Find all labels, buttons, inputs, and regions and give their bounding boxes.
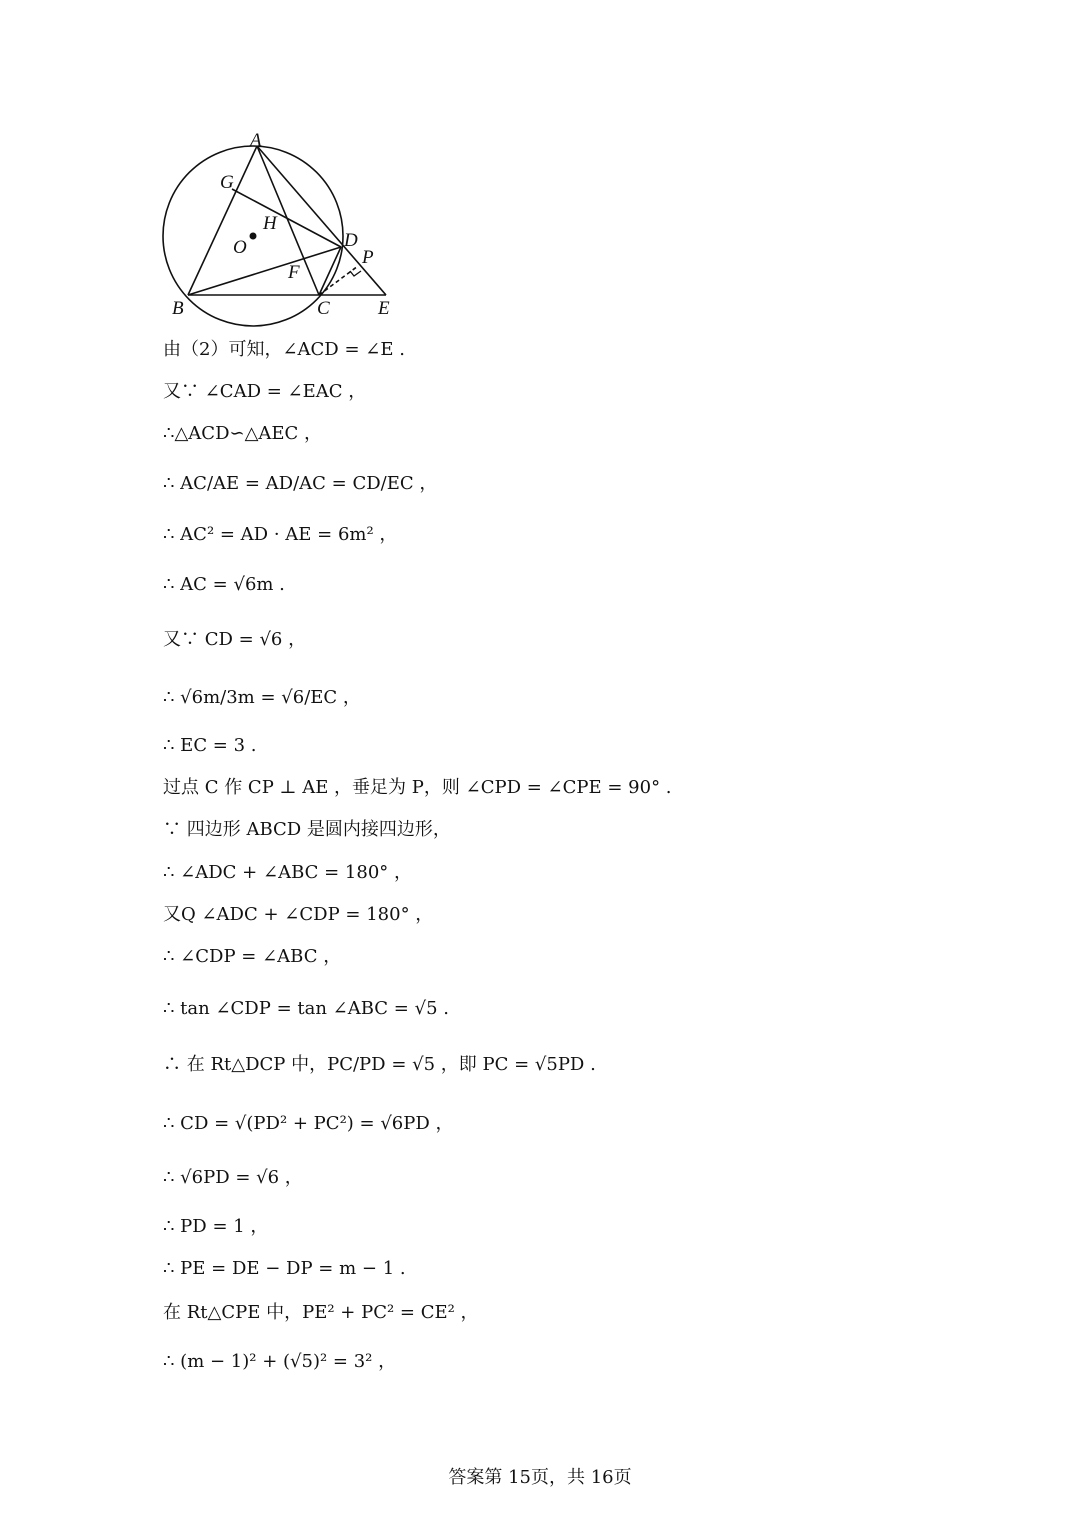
step-17: ∴ CD = √(PD² + PC²) = √6PD ， <box>163 1113 454 1134</box>
label-a: A <box>250 130 262 151</box>
step-4: ∴ AC/AE = AD/AC = CD/EC ， <box>163 473 438 494</box>
label-g: G <box>220 172 234 193</box>
right-angle-mark <box>350 271 361 276</box>
step-19: ∴ PD = 1 ， <box>163 1216 269 1237</box>
step-15: ∴ tan ∠CDP = tan ∠ABC = √5 . <box>163 998 449 1019</box>
step-12: ∴ ∠ADC + ∠ABC = 180° ， <box>163 862 413 883</box>
label-p: P <box>362 247 374 268</box>
step-10: 过点 C 作 CP ⊥ AE ，垂足为 P，则 ∠CPD = ∠CPE = 90° . <box>163 777 672 798</box>
step-11: ∵ 四边形 ABCD 是圆内接四边形， <box>163 819 451 840</box>
step-3: ∴△ACD∽△AEC ， <box>163 423 323 444</box>
step-2: 又∵ ∠CAD = ∠EAC ， <box>163 381 367 402</box>
circle-diagram <box>160 128 400 333</box>
label-d: D <box>344 230 358 251</box>
segment-bd <box>188 247 341 295</box>
step-9: ∴ EC = 3 . <box>163 735 257 756</box>
segment-ab <box>188 146 257 295</box>
step-5: ∴ AC² = AD · AE = 6m² ， <box>163 524 398 545</box>
label-f: F <box>288 262 300 283</box>
step-6: ∴ AC = √6m . <box>163 574 285 595</box>
step-16: ∴ 在 Rt△DCP 中，PC/PD = √5 ，即 PC = √5PD . <box>163 1054 596 1075</box>
segment-gd <box>232 189 341 247</box>
step-1: 由（2）可知，∠ACD = ∠E . <box>163 339 405 360</box>
page-footer: 答案第 15页，共 16页 <box>448 1467 632 1488</box>
step-21: 在 Rt△CPE 中，PE² + PC² = CE² ， <box>163 1302 479 1323</box>
center-point <box>250 233 257 240</box>
step-20: ∴ PE = DE − DP = m − 1 . <box>163 1258 406 1279</box>
label-h: H <box>263 213 277 234</box>
step-7: 又∵ CD = √6 ， <box>163 629 307 650</box>
label-b: B <box>172 298 184 319</box>
label-o: O <box>233 237 247 258</box>
step-13: 又Q ∠ADC + ∠CDP = 180° ， <box>163 904 434 925</box>
step-22: ∴ (m − 1)² + (√5)² = 3² ， <box>163 1351 397 1372</box>
step-18: ∴ √6PD = √6 ， <box>163 1167 303 1188</box>
label-c: C <box>317 298 330 319</box>
segment-dc <box>319 247 341 295</box>
label-e: E <box>378 298 390 319</box>
step-14: ∴ ∠CDP = ∠ABC ， <box>163 946 342 967</box>
step-8: ∴ √6m/3m = √6/EC ， <box>163 687 361 708</box>
geometry-figure <box>160 128 400 333</box>
